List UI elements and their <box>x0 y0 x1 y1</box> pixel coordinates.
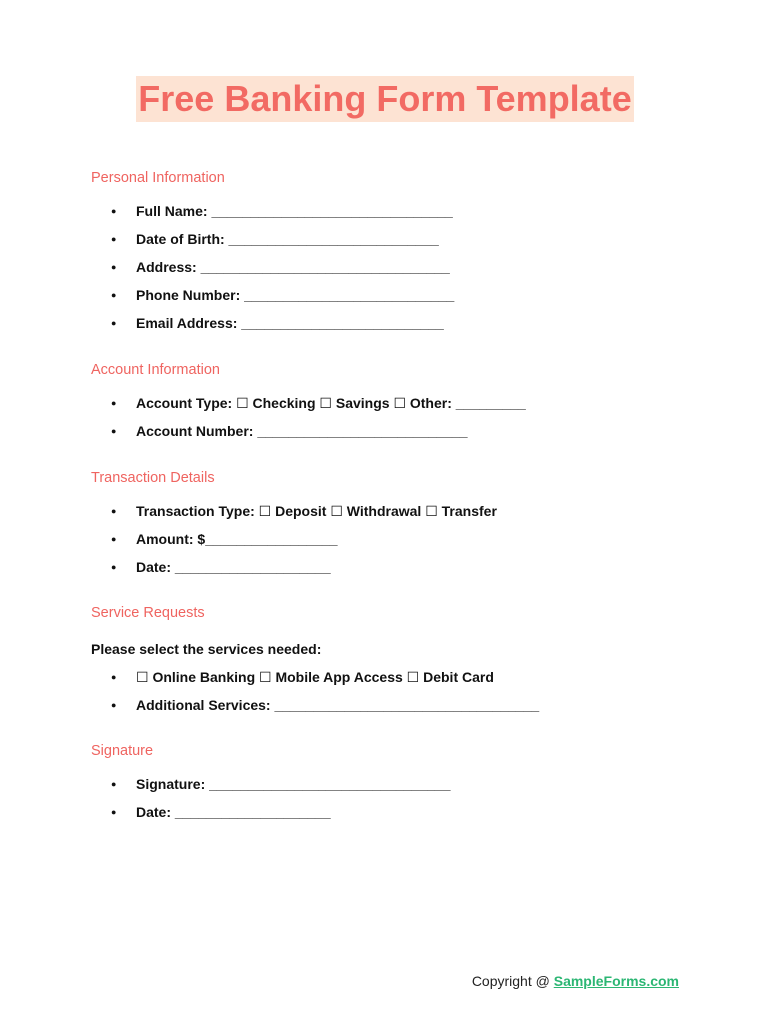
field-additional-services[interactable]: ● Additional Services: __________________________________ <box>111 691 539 719</box>
field-signature-date[interactable]: ● Date: ____________________ <box>111 798 451 826</box>
footer-brand-link[interactable]: SampleForms.com <box>553 973 679 989</box>
field-phone-number[interactable]: ● Phone Number: ___________________________ <box>111 281 454 309</box>
section-heading-personal: Personal Information <box>91 170 225 186</box>
field-date-of-birth[interactable]: ● Date of Birth: ___________________________ <box>111 225 454 253</box>
section-heading-account: Account Information <box>91 362 220 378</box>
account-info-list <box>111 389 526 445</box>
section-heading-transaction: Transaction Details <box>91 470 215 486</box>
service-requests-list <box>111 663 539 719</box>
section-heading-signature: Signature <box>91 743 154 759</box>
field-signature[interactable]: ● Signature: _______________________________ <box>111 770 451 798</box>
field-email-address[interactable]: ● Email Address: __________________________ <box>111 309 454 337</box>
service-intro-text: Please select the services needed: <box>91 641 322 657</box>
section-heading-service: Service Requests <box>91 605 205 621</box>
field-transaction-type[interactable]: ● Transaction Type: ☐ Deposit ☐ Withdrawal ☐ Transfer <box>111 497 497 525</box>
field-transaction-date[interactable]: ● Date: ____________________ <box>111 553 497 581</box>
transaction-details-list <box>111 497 497 581</box>
footer-copyright-prefix: Copyright @ <box>471 973 554 989</box>
title-wrap <box>0 76 770 122</box>
field-service-options[interactable]: ● ☐ Online Banking ☐ Mobile App Access ☐ Debit Card <box>111 663 539 691</box>
footer-copyright <box>472 973 679 989</box>
field-amount[interactable]: ● Amount: $_________________ <box>111 525 497 553</box>
personal-info-list <box>111 197 454 337</box>
field-full-name[interactable]: ● Full Name: _______________________________ <box>111 197 454 225</box>
page-title: Free Banking Form Template <box>136 76 633 122</box>
field-address[interactable]: ● Address: ________________________________ <box>111 253 454 281</box>
field-account-type[interactable]: ● Account Type: ☐ Checking ☐ Savings ☐ Other: _________ <box>111 389 526 417</box>
signature-list <box>111 770 451 826</box>
field-account-number[interactable]: ● Account Number: ___________________________ <box>111 417 526 445</box>
